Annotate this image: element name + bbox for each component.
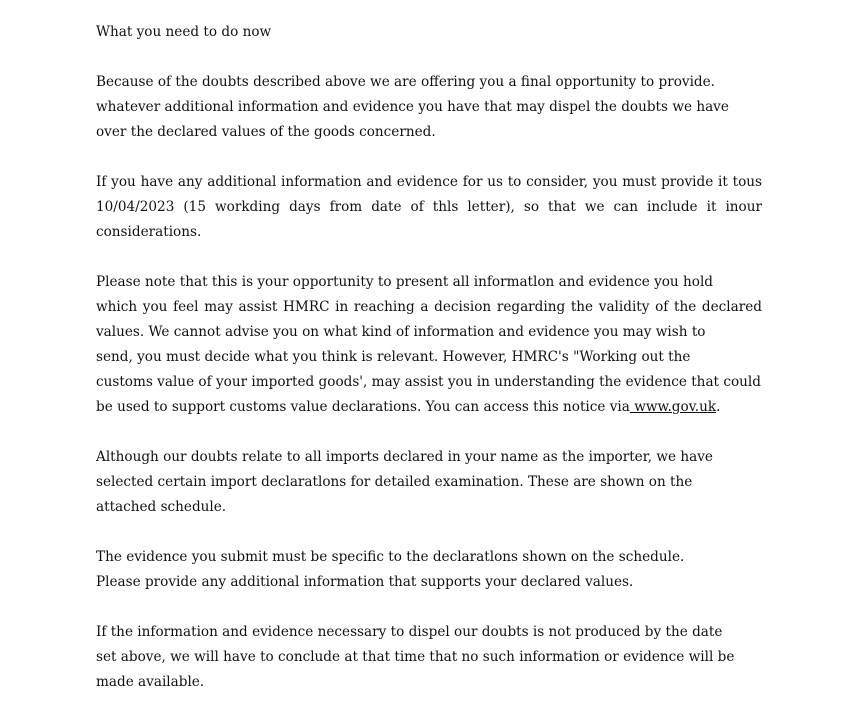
paragraph-gap	[96, 245, 762, 270]
section-heading: What you need to do now	[96, 24, 272, 40]
paragraph-conclusion	[96, 620, 762, 695]
paragraph-evidence-specific	[96, 545, 762, 595]
paragraph-line: whatever additional information and evidence you have that may dispel the doubts we have	[96, 99, 729, 115]
paragraph-final-opportunity	[96, 70, 762, 145]
paragraph-opportunity-note	[96, 270, 762, 420]
paragraph-line: set above, we will have to conclude at that time that no such information or evidence will be	[96, 649, 735, 665]
paragraph-line: Please provide any additional information that supports your declared values.	[96, 574, 634, 590]
paragraph-line: considerations.	[96, 224, 202, 240]
paragraph-line: which you feel may assist HMRC in reaching a decision regarding the validity of the declared	[96, 299, 762, 315]
paragraph-gap	[96, 520, 762, 545]
paragraph-line: send, you must decide what you think is relevant. However, HMRC's "Working out the	[96, 349, 691, 365]
paragraph-line: Please note that this is your opportunity to present all informatlon and evidence you hold	[96, 274, 713, 290]
paragraph-gap	[96, 595, 762, 620]
paragraph-line: Although our doubts relate to all imports declared in your name as the importer, we have	[96, 449, 713, 465]
paragraph-line: values. We cannot advise you on what kind of information and evidence you may wish to	[96, 324, 706, 340]
paragraph-line-with-link	[96, 395, 762, 420]
paragraph-line: The evidence you submit must be specific to the declaratlons shown on the schedule.	[96, 549, 685, 565]
gov-uk-link[interactable]: www.gov.uk	[629, 399, 717, 415]
paragraph-line: selected certain import declaratlons for detailed examination. These are shown on the	[96, 474, 693, 490]
paragraph-text: be used to support customs value declarations. You can access this notice via	[96, 399, 630, 415]
paragraph-line: 10/04/2023 (15 workding days from date of thls letter), so that we can include it inour	[96, 199, 762, 215]
paragraph-gap	[96, 45, 762, 70]
paragraph-line: If the information and evidence necessary to dispel our doubts is not produced by the date	[96, 624, 723, 640]
paragraph-line: made available.	[96, 674, 205, 690]
paragraph-line: If you have any additional information and evidence for us to consider, you must provide it tous	[96, 174, 762, 190]
paragraph-selected-declarations	[96, 445, 762, 520]
paragraph-gap	[96, 145, 762, 170]
paragraph-line: attached schedule.	[96, 499, 227, 515]
letter-body	[96, 20, 762, 695]
sentence-end: .	[716, 399, 721, 415]
paragraph-line: Because of the doubts described above we are offering you a final opportunity to provide.	[96, 74, 716, 90]
paragraph-gap	[96, 420, 762, 445]
paragraph-line: over the declared values of the goods concerned.	[96, 124, 436, 140]
paragraph-deadline	[96, 170, 762, 245]
paragraph-line: customs value of your imported goods', may assist you in understanding the evidence that could	[96, 374, 761, 390]
